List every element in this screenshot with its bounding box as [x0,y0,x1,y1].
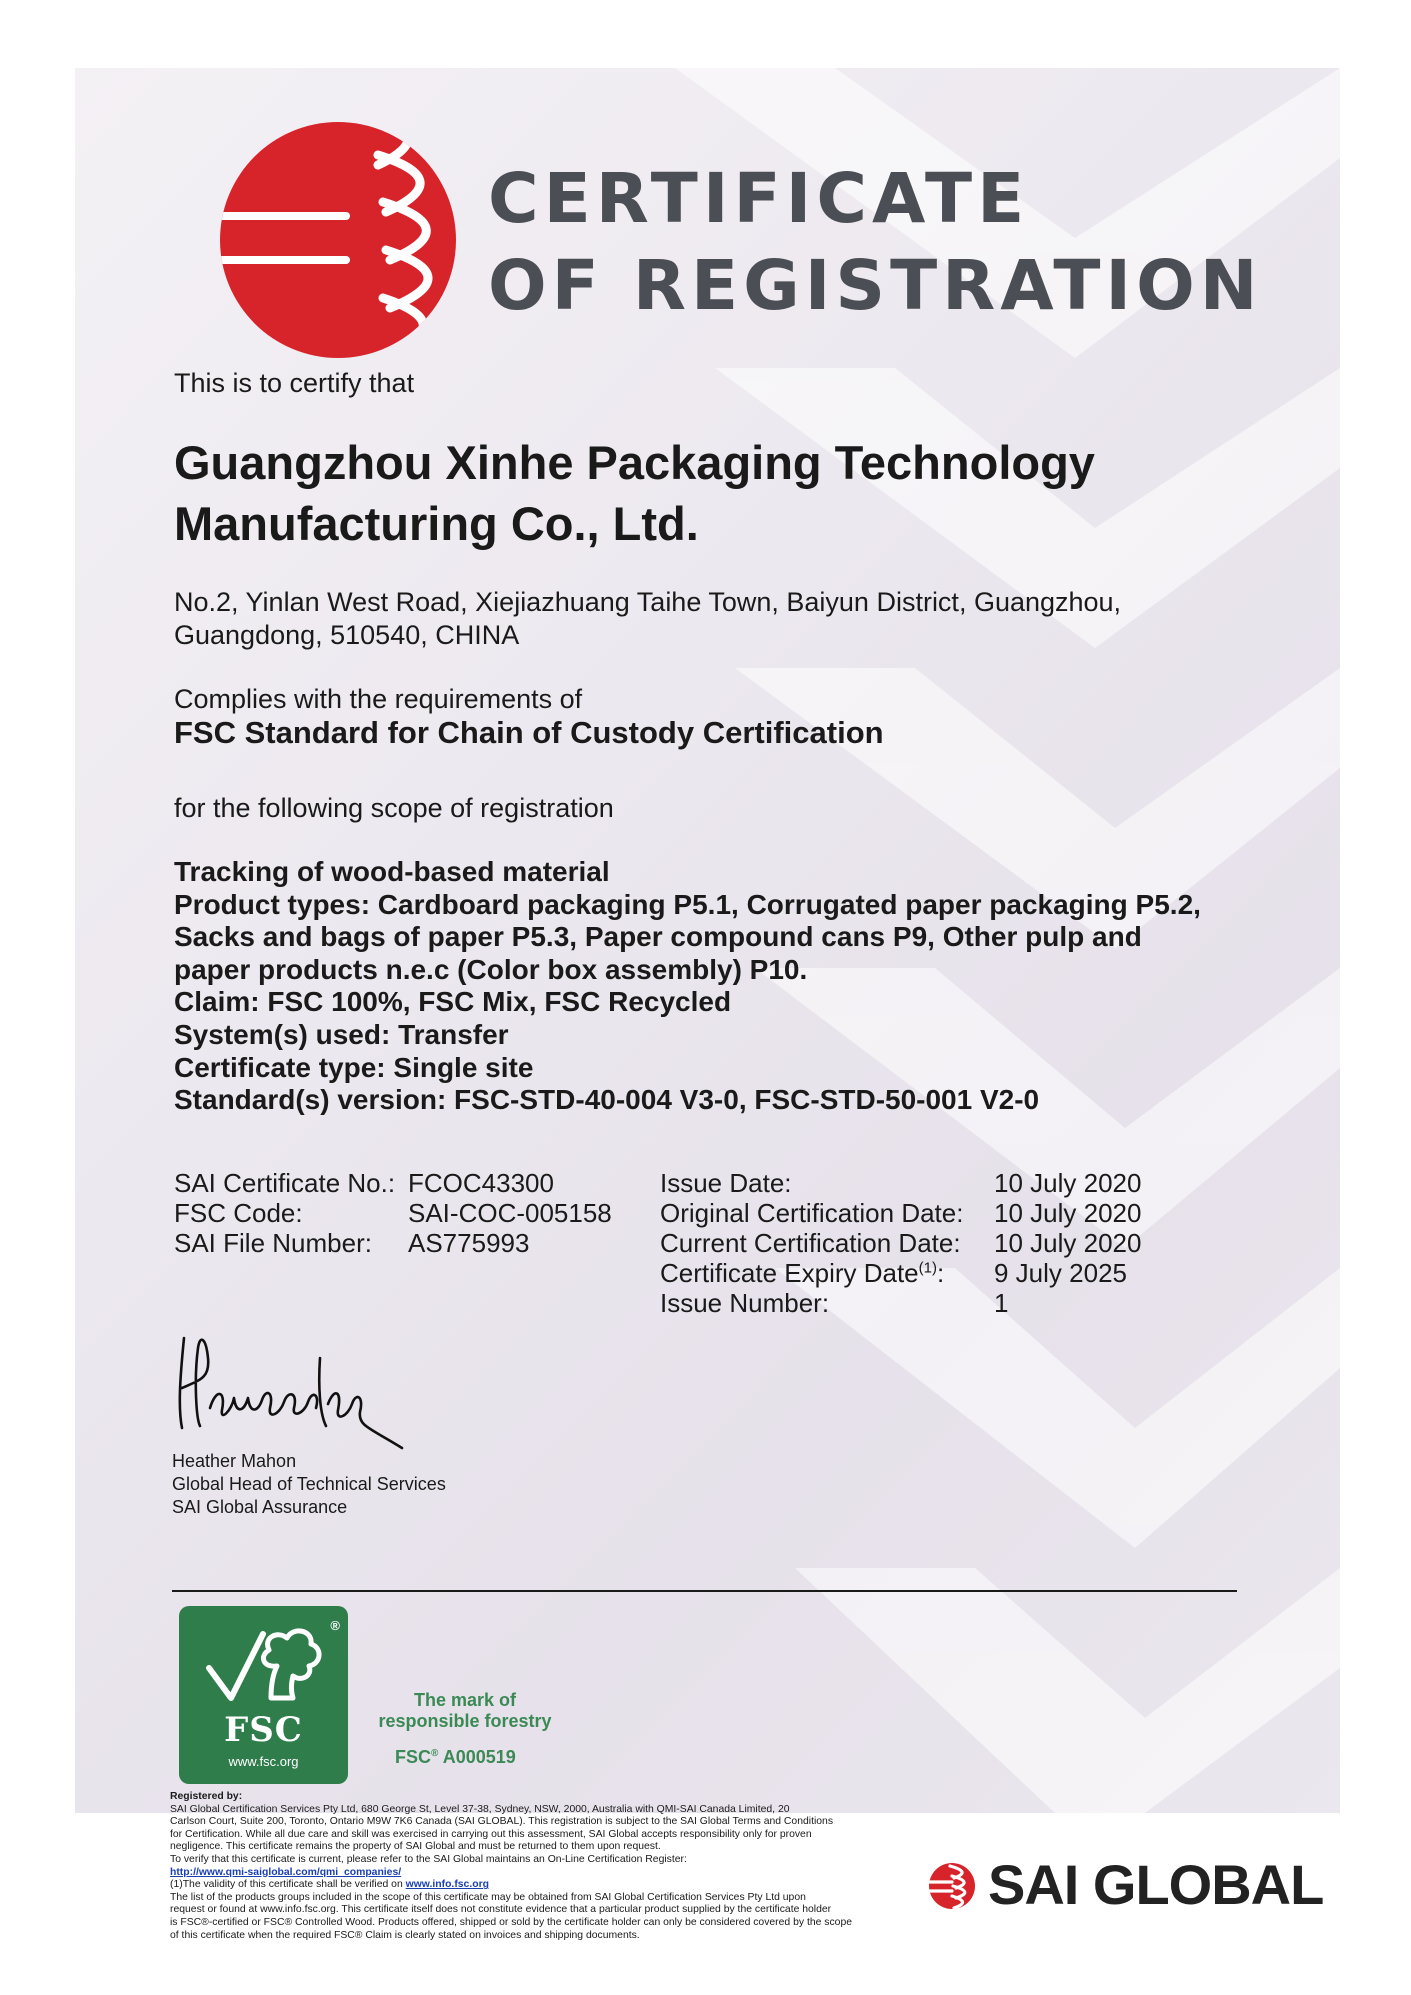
signature-image [170,1318,410,1458]
fsc-license-code: A000519 [442,1747,516,1767]
compliance-standard: FSC Standard for Chain of Custody Certification [174,715,884,750]
fine-print-line: request or found at www.info.fsc.org. This certificate itself does not constitute evidence that a particular product supplied by the certificate holder [170,1904,832,1916]
issue-date: 10 July 2020 [994,1168,1142,1198]
certify-intro: This is to certify that [174,368,415,398]
validity-note [170,1879,970,1892]
scope-details [174,856,1254,1117]
left-info-values [408,1168,612,1258]
right-info-values [994,1168,1141,1318]
sai-global-wordmark: SAI GLOBAL [988,1853,1324,1916]
scope-line: Standard(s) version: FSC-STD-40-004 V3-0, FSC-STD-50-001 V2-0 [174,1084,1040,1116]
info-label: SAI File Number: [174,1228,372,1258]
footnote-marker: (1) [918,1259,937,1277]
file-number: AS775993 [408,1228,530,1258]
fine-print [170,1791,970,1942]
signer-block [172,1450,446,1519]
scope-line: Sacks and bags of paper P5.3, Paper compound cans P9, Other pulp and [174,921,1142,953]
fsc-url: www.fsc.org [228,1754,299,1769]
fsc-license-registered: ® [431,1748,439,1759]
signer-title: Global Head of Technical Services [172,1474,446,1494]
scope-line: Product types: Cardboard packaging P5.1, Corrugated paper packaging P5.2, [174,888,1201,920]
current-certification-date: 10 July 2020 [994,1228,1142,1258]
fine-print-line: of this certificate when the required FSC® Claim is clearly stated on invoices and shipping documents. [170,1929,640,1941]
info-label [660,1258,963,1288]
fine-print-line: for Certification. While all due care and skill was exercised in carrying out this assessment, SAI Global accepts responsibility only for proven [170,1828,812,1840]
fsc-tagline-line1: The mark of [413,1690,517,1710]
certificate-title-line2: OF REGISTRATION [488,246,1263,326]
scope-line: System(s) used: Transfer [174,1018,509,1050]
scope-line: paper products n.e.c (Color box assembly) P10. [174,953,808,985]
info-label: FSC Code: [174,1198,303,1228]
fine-print-line: negligence. This certificate remains the property of SAI Global and must be returned to them upon request. [170,1841,661,1853]
fsc-tree-checkmark-icon [201,1624,326,1709]
validity-link[interactable]: www.info.fsc.org [405,1879,489,1891]
fsc-tagline [370,1690,560,1732]
register-link[interactable]: http://www.qmi-saiglobal.com/qmi_companies/ [170,1866,402,1878]
fine-print-line: To verify that this certificate is current, please refer to the SAI Global maintains an On-Line Certification Register: [170,1853,687,1865]
fine-print-line: Carlson Court, Suite 200, Toronto, Ontario M9W 7K6 Canada (SAI GLOBAL). This registration is subject to the SAI Global Terms and Conditions [170,1816,834,1828]
company-name-line2: Manufacturing Co., Ltd. [174,497,699,550]
company-address [174,586,1274,652]
scope-line: Tracking of wood-based material [174,856,610,887]
sai-stripes-logo-icon [218,120,458,360]
sai-global-logo-icon [928,1862,976,1910]
company-name [174,432,1274,554]
expiry-label-colon: : [937,1258,945,1288]
info-label: Issue Date: [660,1168,792,1198]
info-label: Issue Number: [660,1288,830,1318]
right-info-labels [660,1168,963,1318]
info-label: Current Certification Date: [660,1228,961,1258]
fsc-logo [179,1606,348,1784]
address-line2: Guangdong, 510540, CHINA [174,620,520,650]
registered-mark: ® [330,1618,340,1633]
info-label: Original Certification Date: [660,1198,964,1228]
expiry-label-text: Certificate Expiry Date [660,1258,919,1288]
left-info-labels [174,1168,395,1258]
scope-line: Claim: FSC 100%, FSC Mix, FSC Recycled [174,986,732,1018]
fsc-logo-text: FSC [224,1710,303,1750]
fsc-code: SAI-COC-005158 [408,1198,612,1228]
fine-print-line: is FSC®-certified or FSC® Controlled Wood. Products offered, shipped or sold by the certificate holder can only be considered covered by the scope [170,1916,853,1928]
compliance-intro: Complies with the requirements of [174,684,583,714]
company-name-line1: Guangzhou Xinhe Packaging Technology [174,436,1095,489]
address-line1: No.2, Yinlan West Road, Xiejiazhuang Taihe Town, Baiyun District, Guangzhou, [174,587,1122,617]
fsc-tagline-line2: responsible forestry [378,1711,552,1731]
divider [172,1590,1237,1592]
issue-number: 1 [994,1288,1009,1318]
fine-print-line: The list of the products groups included in the scope of this certificate may be obtained from SAI Global Certification Services Pty Ltd upon [170,1891,806,1903]
registered-by-heading: Registered by: [170,1791,243,1802]
expiry-date: 9 July 2025 [994,1258,1127,1288]
certificate-title-line1: CERTIFICATE [488,159,1030,239]
signer-org: SAI Global Assurance [172,1497,348,1517]
validity-text: (1)The validity of this certificate shall be verified on [170,1879,406,1891]
certificate-number: FCOC43300 [408,1168,554,1198]
fsc-license [395,1747,516,1768]
signer-name: Heather Mahon [172,1451,297,1471]
fine-print-line: SAI Global Certification Services Pty Ltd, 680 George St, Level 37-38, Sydney, NSW, 2000, Australia with QMI-SAI Canada Limited, 20 [170,1803,790,1815]
fsc-license-prefix: FSC [395,1747,431,1767]
info-label: SAI Certificate No.: [174,1168,396,1198]
scope-line: Certificate type: Single site [174,1051,534,1083]
original-certification-date: 10 July 2020 [994,1198,1142,1228]
scope-intro: for the following scope of registration [174,793,614,823]
